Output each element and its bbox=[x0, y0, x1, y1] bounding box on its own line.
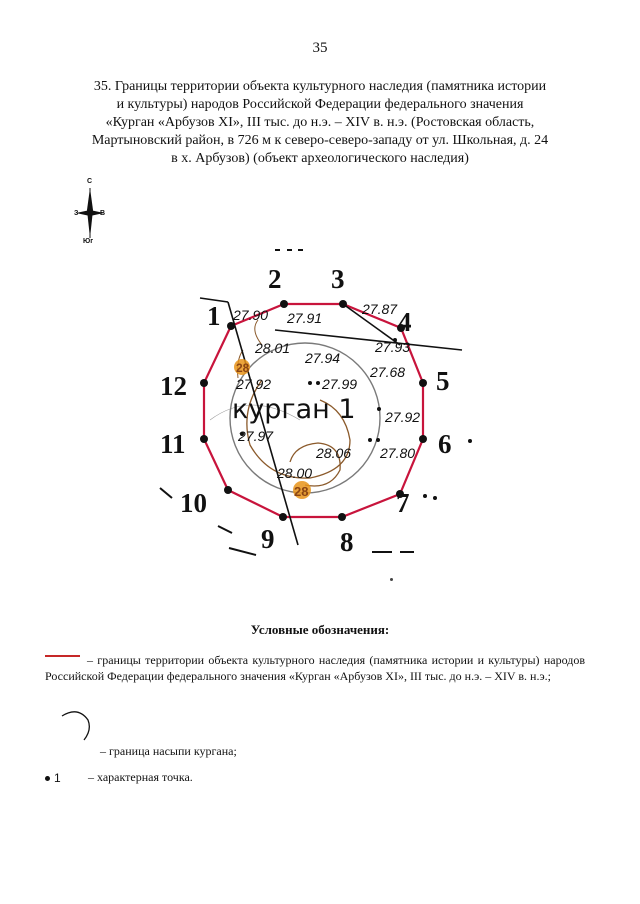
point-marker bbox=[227, 322, 235, 330]
point-number: 12 bbox=[160, 371, 187, 401]
elevation-labels bbox=[232, 301, 420, 481]
title-line: в х. Арбузов) (объект археологического наследия) bbox=[171, 151, 469, 166]
point-number: 1 bbox=[207, 301, 221, 331]
point-marker bbox=[339, 300, 347, 308]
elevation-label: 27.90 bbox=[233, 307, 269, 323]
spot-mark: 28 bbox=[236, 361, 250, 375]
mound-label: курган 1 bbox=[232, 394, 356, 425]
elevation-label: 28.00 bbox=[277, 465, 313, 481]
elevation-label: 28.01 bbox=[255, 340, 291, 356]
point-marker bbox=[419, 435, 427, 443]
elevation-label: 28.06 bbox=[316, 445, 352, 461]
boundary-legend-text: – границы территории объекта культурного наследия (памятника истории и культуры) народов Российской Федерации федерального значения «Курган «Арбузов XI», III тыс. до н.э. – XIV в. н.э.; bbox=[45, 653, 585, 683]
legend-title: Условные обозначения: bbox=[250, 622, 390, 637]
point-number: 4 bbox=[398, 307, 412, 337]
compass-north-label: С bbox=[87, 178, 93, 185]
point-number: 6 bbox=[438, 429, 452, 459]
point-marker bbox=[419, 379, 427, 387]
point-number: 5 bbox=[436, 366, 450, 396]
spot-mark: 28 bbox=[294, 484, 309, 499]
point-number: 11 bbox=[160, 429, 186, 459]
point-dot-icon bbox=[45, 776, 50, 781]
point-number: 9 bbox=[261, 524, 275, 554]
point-number: 7 bbox=[396, 488, 410, 518]
point-marker bbox=[279, 513, 287, 521]
elevation-label: 27.94 bbox=[305, 350, 341, 366]
point-marker bbox=[200, 379, 208, 387]
point-number: 3 bbox=[331, 264, 345, 294]
title-line: и культуры) народов Российской Федерации федерального значения bbox=[116, 97, 524, 112]
elevation-label: 27.93 bbox=[375, 339, 411, 355]
point-number: 10 bbox=[180, 488, 207, 518]
title-line: «Курган «Арбузов XI», III тыс. до н.э. – XIV в. н.э. (Ростовская область, bbox=[105, 115, 535, 130]
title-line: Мартыновский район, в 726 м к северо-северо-западу от ул. Школьная, д. 24 bbox=[91, 133, 549, 148]
point-legend-text: – характерная точка. bbox=[88, 770, 193, 784]
title-line: 35. Границы территории объекта культурного наследия (памятника истории bbox=[93, 79, 547, 94]
elevation-label: 27.68 bbox=[370, 364, 406, 380]
point-number: 2 bbox=[268, 264, 282, 294]
point-marker bbox=[224, 486, 232, 494]
elevation-label: 27.92 bbox=[385, 409, 421, 425]
point-legend-number: 1 bbox=[54, 771, 61, 785]
page-number: 35 bbox=[312, 40, 328, 56]
document-title bbox=[40, 78, 600, 168]
elevation-label: 27.91 bbox=[287, 310, 323, 326]
compass-rose bbox=[66, 178, 116, 250]
scan-speck bbox=[390, 578, 393, 581]
elevation-label: 27.80 bbox=[380, 445, 416, 461]
elevation-label: 27.99 bbox=[322, 376, 358, 392]
elevation-label: 27.97 bbox=[238, 428, 274, 444]
elevation-label: 27.92 bbox=[236, 376, 272, 392]
compass-east-label: В bbox=[100, 210, 106, 217]
elevation-label: 27.87 bbox=[362, 301, 398, 317]
mound-legend-text: – граница насыпи кургана; bbox=[100, 744, 237, 758]
compass-south-label: Юг bbox=[83, 238, 94, 245]
point-marker bbox=[200, 435, 208, 443]
point-legend-icon bbox=[45, 771, 65, 785]
mound-legend-arc-icon bbox=[58, 706, 98, 746]
compass-west-label: З bbox=[74, 210, 79, 217]
point-marker bbox=[280, 300, 288, 308]
point-marker bbox=[338, 513, 346, 521]
site-scheme bbox=[150, 240, 480, 580]
point-number: 8 bbox=[340, 527, 354, 557]
